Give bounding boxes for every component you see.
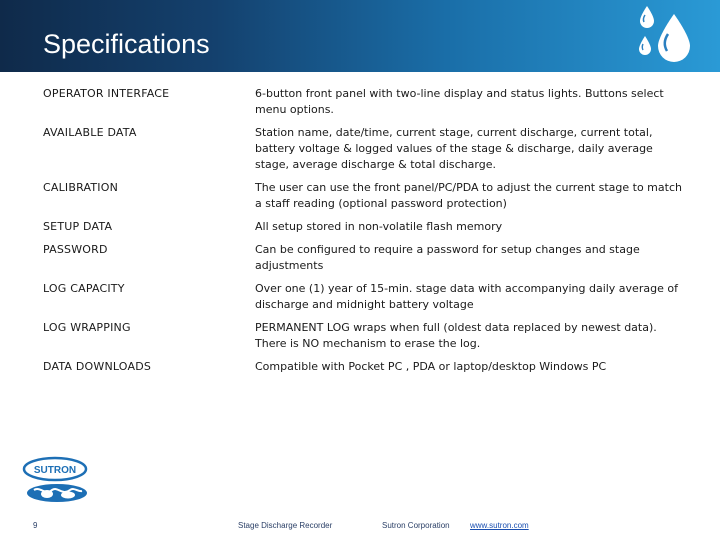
logo-wordmark: SUTRON — [33, 465, 77, 476]
spec-label: PASSWORD — [43, 243, 108, 256]
spec-label: DATA DOWNLOADS — [43, 360, 152, 373]
spec-row — [43, 242, 683, 274]
title-banner — [0, 0, 720, 72]
spec-value: Compatible with Pocket PC , PDA or laptop/desktop Windows PC — [255, 360, 607, 373]
spec-value: PERMANENT LOG wraps when full (oldest data replaced by newest data). There is NO mechanism to erase the log. — [255, 321, 657, 350]
spec-label: SETUP DATA — [43, 220, 113, 233]
spec-label: OPERATOR INTERFACE — [43, 87, 170, 100]
specifications-table — [43, 86, 683, 382]
footer-company: Sutron Corporation — [382, 521, 450, 530]
spec-row — [43, 86, 683, 118]
spec-value: Station name, date/time, current stage, current discharge, current total, battery voltage & logged values of the stage & discharge, daily average stage, average discharge & total discharge. — [255, 126, 653, 171]
spec-row — [43, 359, 683, 375]
slide-title: Specifications — [43, 29, 210, 59]
spec-label: LOG WRAPPING — [43, 321, 131, 334]
spec-label: LOG CAPACITY — [43, 282, 125, 295]
spec-row — [43, 219, 683, 235]
page-number: 9 — [33, 521, 38, 530]
spec-label: AVAILABLE DATA — [43, 126, 137, 139]
spec-row — [43, 320, 683, 352]
footer-website-link[interactable]: www.sutron.com — [470, 521, 529, 530]
spec-label: CALIBRATION — [43, 181, 119, 194]
spec-row — [43, 180, 683, 212]
spec-value: Can be configured to require a password for setup changes and stage adjustments — [255, 243, 640, 272]
spec-row — [43, 125, 683, 173]
water-drops-icon — [634, 4, 694, 66]
sutron-logo — [22, 456, 92, 504]
spec-value: The user can use the front panel/PC/PDA to adjust the current stage to match a staff reading (optional password protection) — [255, 181, 682, 210]
footer — [0, 518, 720, 534]
spec-value: 6-button front panel with two-line display and status lights. Buttons select menu options. — [255, 87, 664, 116]
spec-value: Over one (1) year of 15-min. stage data with accompanying daily average of discharge and midnight battery voltage — [255, 282, 678, 311]
footer-doc-title: Stage Discharge Recorder — [238, 521, 333, 530]
spec-value: All setup stored in non-volatile flash memory — [255, 220, 503, 233]
spec-row — [43, 281, 683, 313]
